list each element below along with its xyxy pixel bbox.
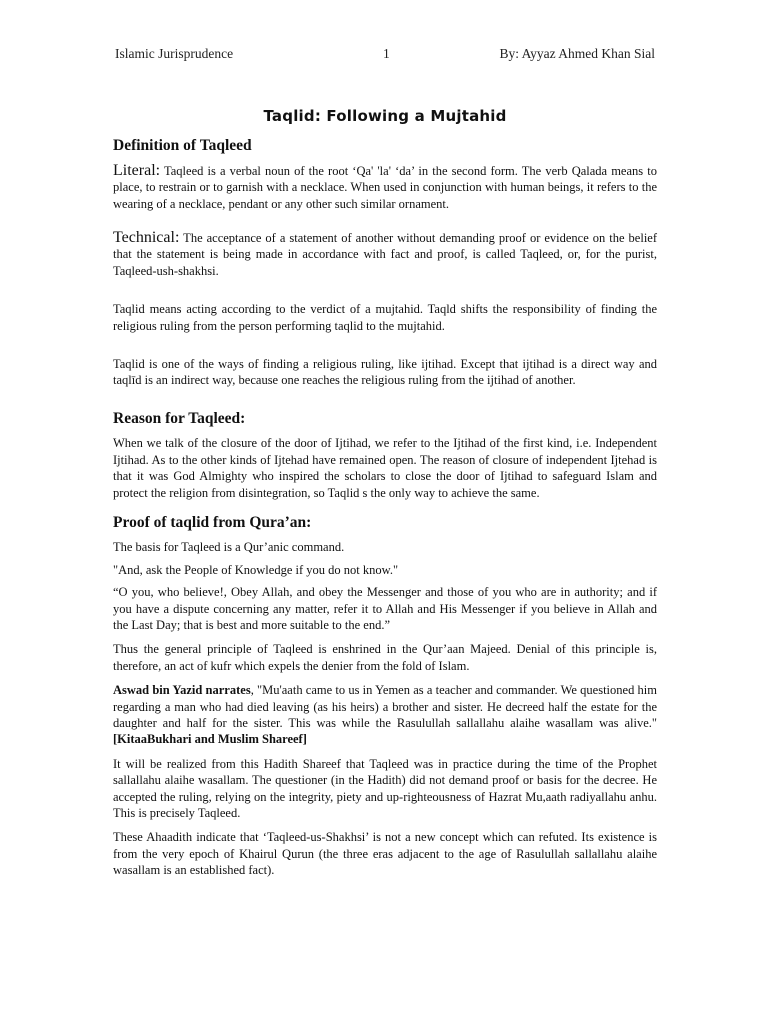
proof-paragraph-hadith: It will be realized from this Hadith Shareef that Taqleed was in practice during the time of the Prophet sallallahu alaihe wasallam. The questioner (in the Hadith) did not demand proof or basis for the decree. He accepted the ruling, relying on the integrity, piety and up-righteousness of Hazrat Mu,aath radiyallahu anhu. This is precisely Taqleed.	[113, 756, 657, 820]
literal-paragraph	[113, 163, 657, 212]
literal-label: Literal:	[113, 161, 161, 179]
document-body	[113, 108, 657, 879]
header-page-number: 1	[383, 46, 390, 61]
technical-label: Technical:	[113, 229, 180, 247]
reason-paragraph: When we talk of the closure of the door of Ijtihad, we refer to the Ijtihad of the first kind, i.e. Independent Ijtihad. As to the other kinds of Ijtehad have remained open. The reason of closure of independent Ijtehad is that it was God Almighty who inspired the scholars to close the door of Ijtihad to safeguard Islam and protect the religion from disintegration, so Taqlid s the only way to achieve the same.	[113, 436, 657, 500]
definition-heading: Definition of Taqleed	[113, 137, 252, 155]
page-header	[115, 46, 655, 66]
technical-text: The acceptance of a statement of another without demanding proof or evidence on the belief that the statement is being made in accordance with fact and proof, is called Taqleed, or, for the purist, Taqleed-ush-shakhsi.	[113, 231, 657, 278]
document-title: Taqlid: Following a Mujtahid	[263, 107, 507, 125]
taqlid-ways-paragraph: Taqlid is one of the ways of finding a religious ruling, like ijtihad. Except that ijtihad is a direct way and taqlīd is an indirect way, because one reaches the religious ruling from the ijtihad of another.	[113, 357, 657, 388]
taqlid-meaning-paragraph: Taqlid means acting according to the verdict of a mujtahid. Taqld shifts the responsibility of finding the religious ruling from the person performing taqlid to the mujtahid.	[113, 302, 657, 333]
header-subject: Islamic Jurisprudence	[115, 46, 234, 61]
proof-heading: Proof of taqlid from Qura’an:	[113, 513, 312, 531]
proof-paragraph-principle: Thus the general principle of Taqleed is enshrined in the Qur’aan Majeed. Denial of this principle is, therefore, an act of kufr which expels the denier from the fold of Islam.	[113, 642, 657, 673]
literal-text: Taqleed is a verbal noun of the root ‘Qa' 'la' ‘da’ in the second form. The verb Qalada means to place, to restrain or to garnish with a necklace. When used in conjunction with human beings, it refers to the wearing of a necklace, pendant or any other such similar ornament.	[113, 163, 657, 211]
narration-reference: [KitaaBukhari and Muslim Shareef]	[113, 732, 307, 747]
narration-text: , "Mu'aath came to us in Yemen as a teacher and commander. We questioned him regarding a man who had died leaving (as his heirs) a brother and sister. He decreed half the estate for the daughter and half for the sister. This was while the Rasulullah sallallahu alaihe wasallam was alive."	[113, 683, 657, 730]
proof-paragraph-narration	[113, 682, 657, 748]
technical-paragraph	[113, 230, 657, 279]
proof-paragraph-ask: "And, ask the People of Knowledge if you do not know."	[113, 562, 399, 577]
narrator-name: Aswad bin Yazid narrates	[113, 683, 251, 698]
header-author: By: Ayyaz Ahmed Khan Sial	[499, 46, 655, 61]
proof-paragraph-obey: “O you, who believe!, Obey Allah, and obey the Messenger and those of you who are in authority; and if you have a dispute concerning any matter, refer it to Allah and His Messenger if you believe in Allah and the Last Day; that is best and more suitable to the end.”	[113, 585, 657, 632]
proof-paragraph-basis: The basis for Taqleed is a Qur’anic command.	[113, 540, 345, 555]
reason-heading: Reason for Taqleed:	[113, 409, 246, 427]
proof-paragraph-ahaadith: These Ahaadith indicate that ‘Taqleed-us-Shakhsi’ is not a new concept which can refuted. Its existence is from the very epoch of Khairul Qurun (the three eras adjacent to the age of Rasulullah sallallahu alaihe wasallam is an established fact).	[113, 830, 657, 878]
